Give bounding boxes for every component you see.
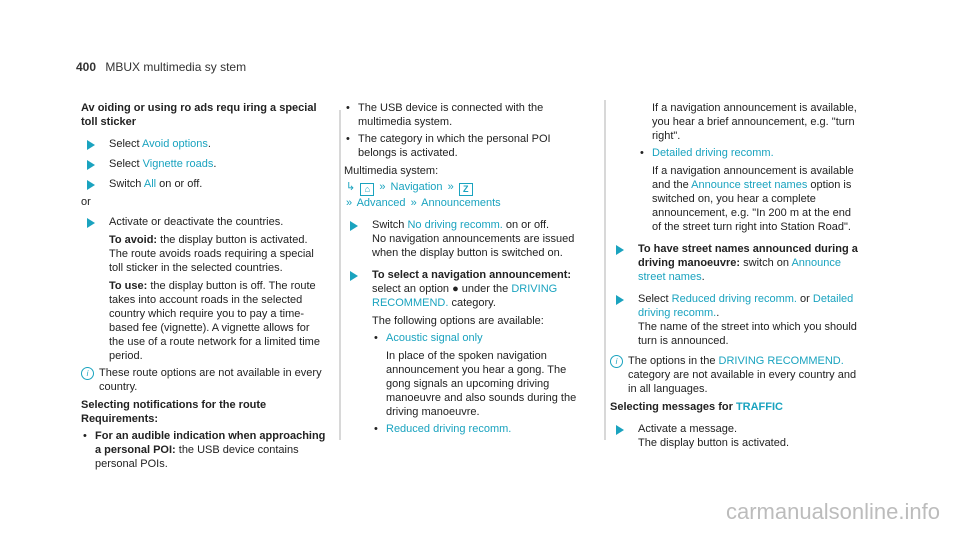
path-navigation[interactable]: Navigation (390, 181, 443, 193)
bullet-icon: • (374, 423, 378, 435)
bullet-icon: • (346, 102, 350, 114)
note: i These route options are not available in every country. (81, 366, 327, 394)
section-heading: Av oiding or using ro ads requ iring a special toll sticker (81, 102, 317, 128)
option-link[interactable]: Detailed driving recomm. (652, 147, 774, 159)
option-link[interactable]: Announce street names (638, 257, 841, 283)
menu-path (344, 180, 588, 210)
column-3: If a navigation announcement is available, you hear a brief announcement, e.g. "turn right". • Detailed driving recomm. If a navigation announcement is available and the Announce street names option is switched on, you hear a complete announcement, e.g. "In 200 m at the end of the street turn right into Station Road". To have street names announced during a driving manoeuvre: switch on Announce street names. Select Reduced driving recomm. or Detailed driving recomm.. The name of the street into which you should turn is announced. i The options in the DRIVING RECOMMEND. category are not available in every country and in all languages. Selecting messages for TRAFFIC Activate a message. The display button is activated. (610, 102, 858, 449)
menu-link[interactable]: No driving recomm. (407, 219, 503, 231)
list-item: • Acoustic signal only In place of the spoken navigation announcement you hear a gong. The gong signals an upcoming driving manoeuvre and also sounds during the driving manoeuvre. (374, 332, 577, 418)
list-item (372, 422, 588, 436)
info-icon: i (610, 355, 623, 368)
step-item: To select a navigation announcement: select an option ● under the DRIVING RECOMMEND. category. The following options are available: • Acoustic signal only In place of the spoken navigation announcement you hear a gong. The gong signals an upcoming driving manoeuvre and also sounds during the driving manoeuvre. • Reduced driving recomm. (344, 268, 588, 436)
column-divider-bar (604, 100, 606, 440)
list-item: • For an audible indication when approaching a personal POI: the USB device contains personal POIs. (83, 430, 326, 470)
section-heading: Selecting messages for TRAFFIC (610, 401, 783, 413)
settings-icon: Z (459, 183, 473, 196)
requirements-label: Requirements: (81, 413, 159, 425)
step-item: Switch All on or off. (81, 177, 327, 191)
option-link[interactable]: Reduced driving recomm. (386, 423, 512, 435)
list-item: • The USB device is connected with the multimedia system. (346, 102, 544, 128)
home-icon: ⌂ (360, 183, 374, 196)
path-advanced[interactable]: Advanced (356, 197, 406, 209)
bullet-icon: • (83, 430, 87, 442)
option-link[interactable]: Detailed driving recomm. (638, 293, 854, 319)
chevron-icon: » (410, 197, 417, 209)
step-item: Switch No driving recomm. on or off. No navigation announcements are issued when the display button is switched on. (344, 218, 588, 260)
column-2 (344, 101, 588, 436)
step-arrow-icon (87, 218, 95, 228)
note: i The options in the DRIVING RECOMMEND. category are not available in every country and in all languages. (610, 354, 858, 396)
step-arrow-icon (350, 271, 358, 281)
bullet-icon: • (640, 147, 644, 159)
category-link[interactable]: DRIVING RECOMMEND. (718, 355, 844, 367)
header-title: MBUX multimedia sy stem (105, 60, 247, 74)
menu-link[interactable]: Avoid options (142, 138, 208, 150)
step-arrow-icon (350, 221, 358, 231)
option-link[interactable]: Acoustic signal only (386, 332, 483, 344)
option-link[interactable]: Announce street names (691, 179, 808, 191)
info-icon: i (81, 367, 94, 380)
column-1 (81, 101, 327, 471)
step-arrow-icon (87, 160, 95, 170)
list-item: • The category in which the personal POI belongs is activated. (346, 133, 551, 159)
step-arrow-icon (87, 180, 95, 190)
list-item: • Detailed driving recomm. If a navigation announcement is available and the Announce street names option is switched on, you hear a complete announcement, e.g. "In 200 m at the end of the street turn right into Station Road". (640, 147, 854, 233)
bullet-icon: • (346, 133, 350, 145)
chevron-icon: » (346, 197, 353, 209)
bullet-icon: • (374, 332, 378, 344)
step-arrow-icon (616, 425, 624, 435)
step-arrow-icon (616, 245, 624, 255)
step-item: Select Vignette roads. (81, 157, 327, 171)
path-announcements[interactable]: Announcements (421, 197, 501, 209)
step-item: Activate a message. The display button is activated. (610, 422, 858, 450)
menu-link[interactable]: DRIVING RECOMMEND. (372, 283, 558, 309)
page-number: 400 (76, 60, 97, 74)
option-link[interactable]: Reduced driving recomm. (671, 293, 797, 305)
page-header (76, 60, 246, 74)
step-item: To have street names announced during a driving manoeuvre: switch on Announce street names. (610, 242, 858, 284)
step-item: Select Avoid options. (81, 137, 327, 151)
step-arrow-icon (616, 295, 624, 305)
menu-link[interactable]: All (143, 178, 157, 190)
section-heading: Selecting notifications for the route (81, 399, 267, 411)
menu-link[interactable]: Vignette roads (142, 158, 214, 170)
chevron-icon: » (447, 181, 454, 193)
step-item: Activate or deactivate the countries. To avoid: the display button is activated. The route avoids roads requiring a special toll sticker in the selected countries. To use: the display button is off. The route takes into account roads in the selected country which require you to pay a time-based fee (vignette). A vignette allows for the use of a route network for a limited time period. (81, 215, 327, 363)
multimedia-label: Multimedia system: (344, 165, 439, 177)
path-arrow-icon: ↳ (346, 181, 356, 193)
chevron-icon: » (379, 181, 386, 193)
step-item: Select Reduced driving recomm. or Detailed driving recomm.. The name of the street into which you should turn is announced. (610, 292, 858, 348)
step-arrow-icon (87, 140, 95, 150)
watermark: carmanualsonline.info (725, 499, 940, 524)
or-text: or (81, 196, 91, 208)
column-divider-bar (339, 110, 341, 440)
